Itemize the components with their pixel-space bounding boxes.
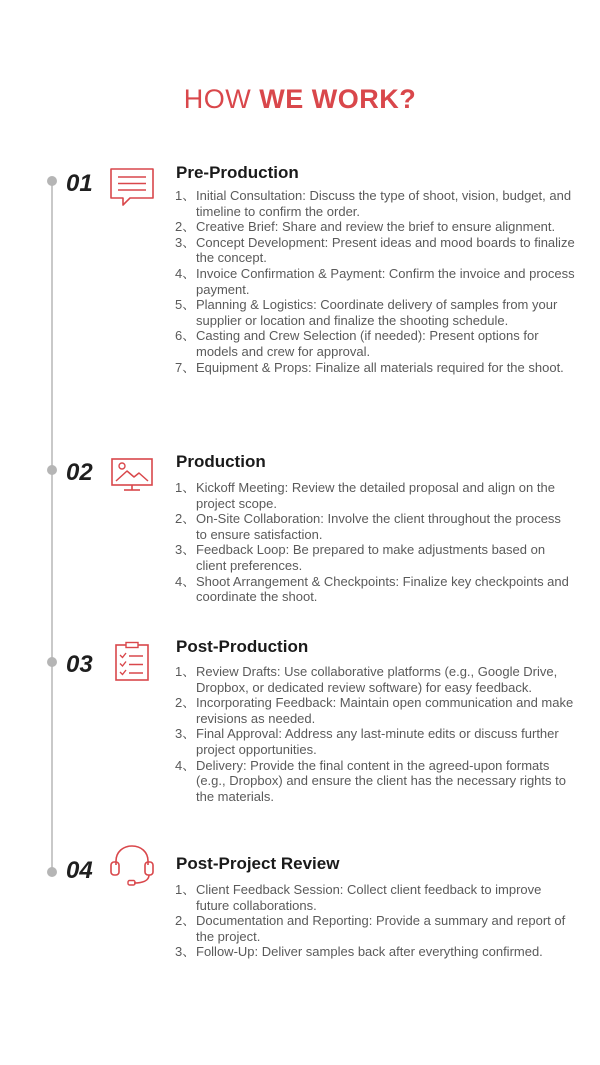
- step-items: [175, 882, 575, 960]
- step-number: 01: [66, 170, 93, 197]
- timeline-line: [51, 180, 53, 872]
- step-heading: Post-Production: [176, 637, 309, 656]
- list-item: 1、 Review Drafts: Use collaborative platforms (e.g., Google Drive, Dropbox, or dedicated review software) for easy feedback.: [175, 664, 558, 695]
- step-items: [175, 480, 575, 605]
- list-item: 3、 Feedback Loop: Be prepared to make adjustments based on client preferences.: [175, 542, 546, 573]
- list-item: 3、 Concept Development: Present ideas and mood boards to finalize the concept.: [175, 234, 575, 266]
- list-item: 4、 Shoot Arrangement & Checkpoints: Finalize key checkpoints and coordinate the shoot.: [175, 573, 569, 605]
- step-number: 03: [66, 651, 93, 678]
- list-item: 4、 Invoice Confirmation & Payment: Confirm the invoice and process payment.: [175, 265, 575, 297]
- checklist-icon: [108, 641, 156, 683]
- timeline-dot: [47, 867, 57, 877]
- step-number: 02: [66, 459, 93, 486]
- step-heading: Post-Project Review: [176, 854, 340, 873]
- step-heading: Pre-Production: [176, 163, 299, 182]
- message-icon: [108, 166, 156, 208]
- timeline-dot: [47, 465, 57, 475]
- list-item: 2、 On-Site Collaboration: Involve the client throughout the process to ensure satisfaction.: [175, 511, 561, 542]
- list-item: 2、 Documentation and Reporting: Provide a summary and report of the project.: [175, 913, 566, 944]
- list-item: 7、 Equipment & Props: Finalize all materials required for the shoot.: [175, 359, 564, 375]
- step-number: 04: [66, 857, 93, 884]
- list-item: 2、 Incorporating Feedback: Maintain open communication and make revisions as needed.: [175, 695, 574, 726]
- list-item: 3、 Follow-Up: Deliver samples back after everything confirmed.: [175, 944, 543, 960]
- page-title: [0, 84, 600, 115]
- list-item: 1、 Kickoff Meeting: Review the detailed proposal and align on the project scope.: [175, 480, 555, 511]
- list-item: 5、 Planning & Logistics: Coordinate delivery of samples from your supplier or location and finalize the shooting schedule.: [175, 297, 558, 328]
- timeline-dot: [47, 176, 57, 186]
- list-item: 4、 Delivery: Provide the final content in the agreed-upon formats (e.g., Dropbox) and ensure the client has the necessary rights to the materials.: [175, 757, 566, 804]
- title-bold: WE WORK?: [259, 84, 417, 114]
- list-item: 1、 Initial Consultation: Discuss the type of shoot, vision, budget, and timeline to confirm the order.: [175, 188, 572, 219]
- title-light: HOW: [183, 84, 260, 114]
- list-item: 6、 Casting and Crew Selection (if needed): Present options for models and crew for approval.: [175, 328, 539, 359]
- list-item: 3、 Final Approval: Address any last-minute edits or discuss further project opportunities.: [175, 726, 559, 757]
- step-heading: Production: [176, 452, 266, 471]
- list-item: 2、 Creative Brief: Share and review the brief to ensure alignment.: [175, 219, 556, 235]
- image-monitor-icon: [108, 457, 156, 493]
- step-items: [175, 188, 575, 375]
- headset-icon: [108, 843, 156, 887]
- step-items: [175, 664, 575, 804]
- timeline-dot: [47, 657, 57, 667]
- list-item: 1、 Client Feedback Session: Collect client feedback to improve future collaborations.: [175, 882, 542, 913]
